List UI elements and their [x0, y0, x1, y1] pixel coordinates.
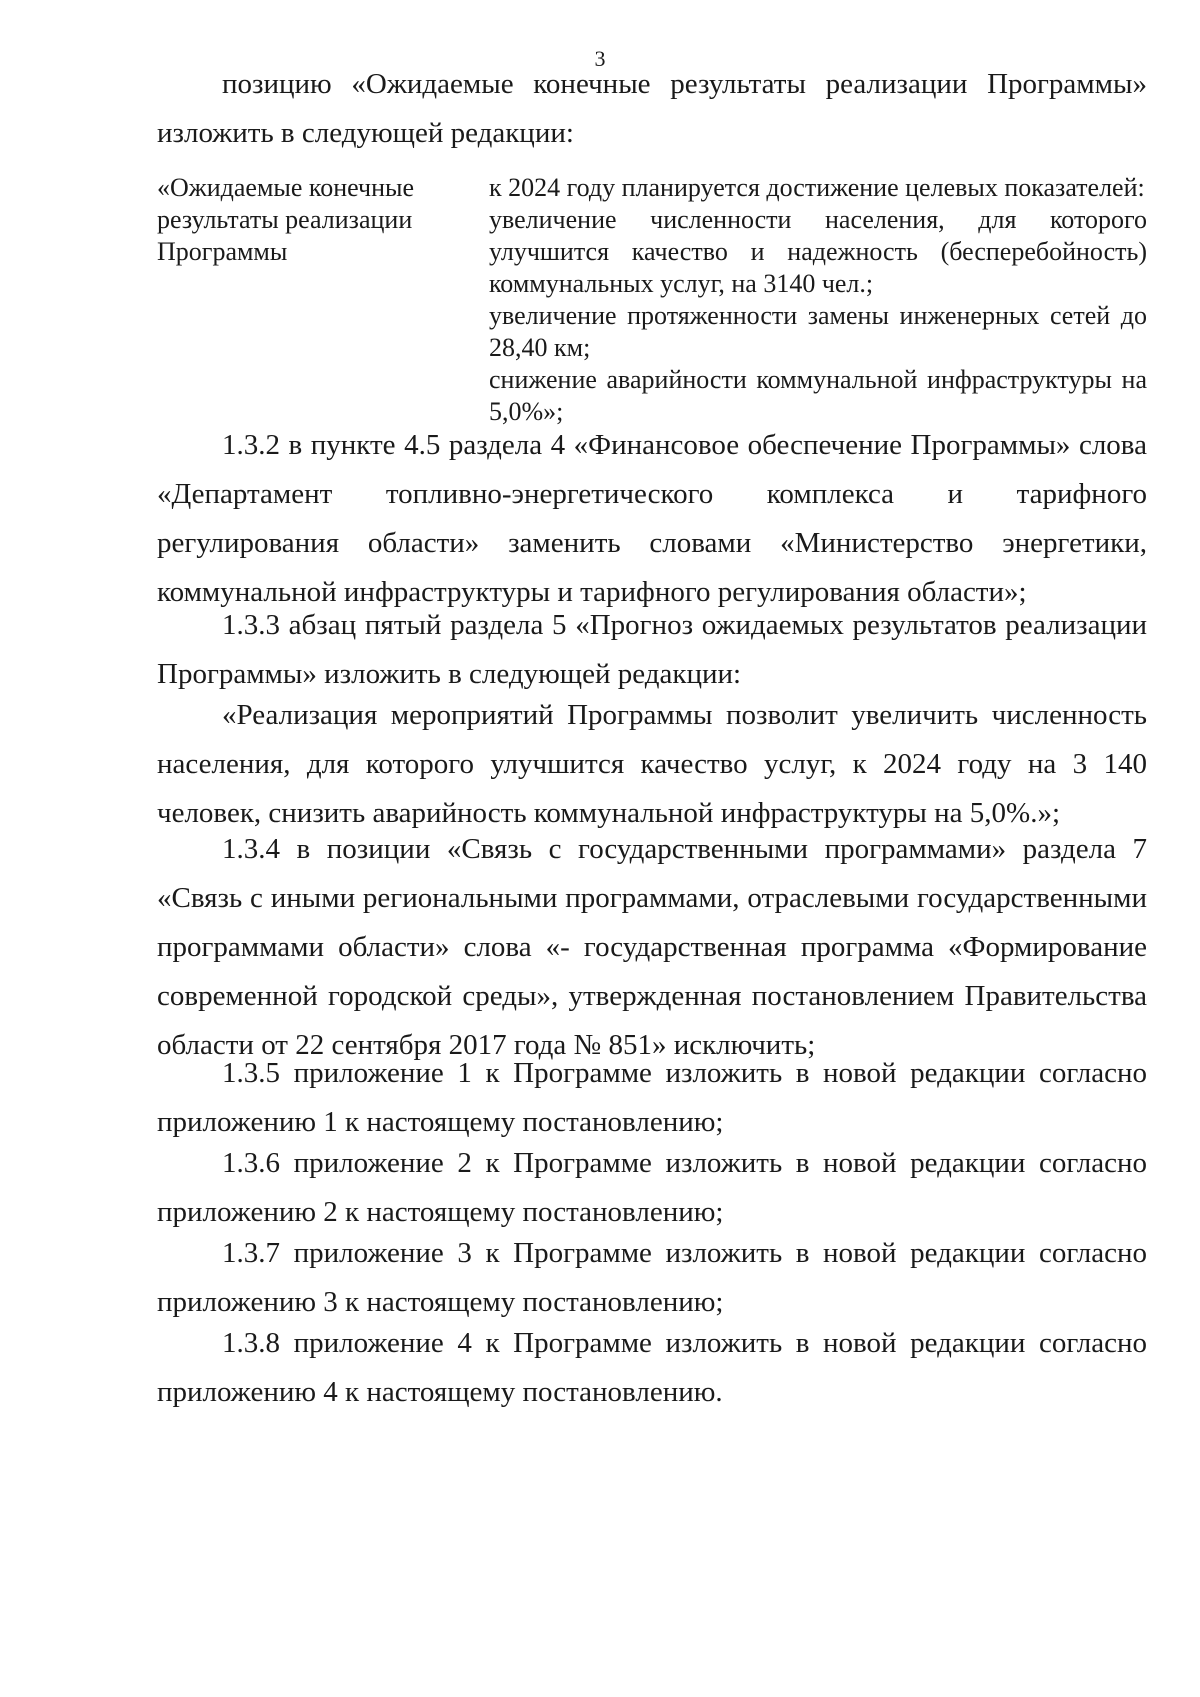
quoted-paragraph: «Реализация мероприятий Программы позволит увеличить численность населения, для которого улучшится качество услуг, к 2024 году на 3 140 человек, снизить аварийность коммунальной инфраструктуры на 5,0%.»;	[157, 699, 1147, 829]
table-values	[489, 172, 1147, 428]
intro-paragraph: позицию «Ожидаемые конечные результаты реализации Программы» изложить в следующей редакции:	[157, 68, 1147, 149]
paragraph-1-3-6: 1.3.6 приложение 2 к Программе изложить в новой редакции согласно приложению 2 к настоящему постановлению;	[157, 1147, 1147, 1228]
paragraph-1-3-7: 1.3.7 приложение 3 к Программе изложить в новой редакции согласно приложению 3 к настоящему постановлению;	[157, 1237, 1147, 1318]
table-value-line: увеличение протяженности замены инженерных сетей до 28,40 км;	[489, 301, 1147, 362]
page-number: 3	[594, 46, 606, 71]
paragraph-1-3-2: 1.3.2 в пункте 4.5 раздела 4 «Финансовое обеспечение Программы» слова «Департамент топливно-энергетического комплекса и тарифного регулирования области» заменить словами «Министерство энергетики, коммунальной инфраструктуры и тарифного регулирования области»;	[157, 429, 1147, 608]
paragraph-1-3-4: 1.3.4 в позиции «Связь с государственными программами» раздела 7 «Связь с иными региональными программами, отраслевыми государственными программами области» слова «- государственная программа «Формирование современной городской среды», утвержденная постановлением Правительства области от 22 сентября 2017 года № 851» исключить;	[157, 833, 1147, 1061]
table-value-line: снижение аварийности коммунальной инфраструктуры на 5,0%»;	[489, 365, 1147, 426]
paragraph-1-3-8: 1.3.8 приложение 4 к Программе изложить в новой редакции согласно приложению 4 к настоящему постановлению.	[157, 1327, 1147, 1408]
paragraph-1-3-5: 1.3.5 приложение 1 к Программе изложить в новой редакции согласно приложению 1 к настоящему постановлению;	[157, 1057, 1147, 1138]
paragraph-1-3-3: 1.3.3 абзац пятый раздела 5 «Прогноз ожидаемых результатов реализации Программы» изложить в следующей редакции:	[157, 609, 1147, 690]
table-value-line: к 2024 году планируется достижение целевых показателей:	[489, 173, 1145, 202]
table-label: «Ожидаемые конечные результаты реализации Программы	[157, 173, 415, 266]
table-value-line: увеличение численности населения, для которого улучшится качество и надежность (бесперебойность) коммунальных услуг, на 3140 чел.;	[489, 205, 1147, 298]
